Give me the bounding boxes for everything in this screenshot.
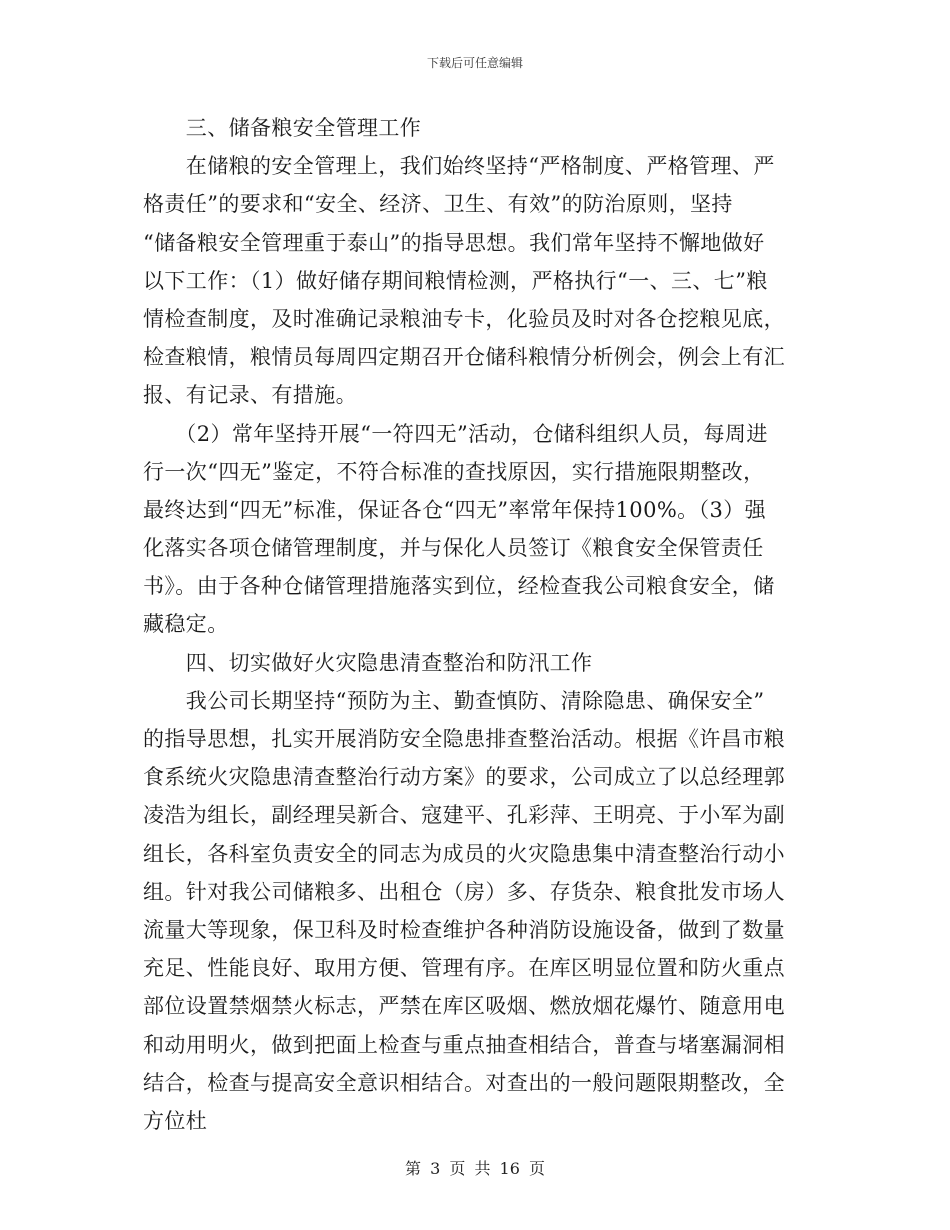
- text-line: 方位杜: [143, 1108, 208, 1133]
- text-line: 行一次“四无”鉴定，不符合标准的查找原因，实行措施限期整改，: [143, 459, 765, 484]
- text-line: 充足、性能良好、取用方便、管理有序。在库区明显位置和防火重点: [143, 956, 785, 981]
- text-line: 组长，各科室负责安全的同志为成员的火灾隐患集中清查整治行动小: [143, 841, 785, 866]
- text-line: 三、储备粮安全管理工作: [143, 116, 422, 140]
- text-line: 和动用明火，做到把面上检查与重点抽查相结合，普查与堵塞漏洞相: [143, 1032, 785, 1057]
- text-line: 书》。由于各种仓储管理措施落实到位，经检查我公司粮食安全，储: [143, 574, 775, 599]
- text-line: 四、切实做好火灾隐患清查整治和防汛工作: [143, 650, 593, 675]
- text-line: “储备粮安全管理重于泰山”的指导思想。我们常年坚持不懈地做好: [143, 230, 765, 255]
- text-line: 我公司长期坚持“预防为主、勤查慎防、清除隐患、确保安全”: [143, 688, 765, 713]
- text-line: 格责任”的要求和“安全、经济、卫生、有效”的防治原则，坚持: [143, 192, 733, 217]
- text-line: 组。针对我公司储粮多、出租仓（房）多、存货杂、粮食批发市场人: [143, 879, 785, 904]
- text-line: 在储粮的安全管理上，我们始终坚持“严格制度、严格管理、严: [143, 154, 775, 179]
- text-line: 情检查制度，及时准确记录粮油专卡，化验员及时对各仓挖粮见底，: [143, 306, 785, 331]
- text-line: 化落实各项仓储管理制度，并与保化人员签订《粮食安全保管责任: [143, 536, 764, 561]
- text-line: 检查粮情，粮情员每周四定期召开仓储科粮情分析例会，例会上有汇: [143, 345, 785, 370]
- text-line: 凌浩为组长，副经理吴新合、寇建平、孔彩萍、王明亮、于小军为副: [143, 803, 785, 828]
- text-line: （2）常年坚持开展“一符四无”活动，仓储科组织人员，每周进: [143, 421, 768, 446]
- text-line: 食系统火灾隐患清查整治行动方案》的要求，公司成立了以总经理郭: [143, 765, 785, 790]
- text-line: 的指导思想，扎实开展消防安全隐患排查整治活动。根据《许昌市粮: [143, 727, 785, 751]
- text-line: 结合，检查与提高安全意识相结合。对查出的一般问题限期整改，全: [143, 1070, 785, 1095]
- text-line: 报、有记录、有措施。: [143, 383, 357, 408]
- page-footer: 第 3 页 共 16 页: [405, 1159, 545, 1178]
- text-line: 藏稳定。: [143, 612, 229, 637]
- text-line: 最终达到“四无”标准，保证各仓“四无”率常年保持100%。（3）强: [143, 497, 767, 522]
- page-header: 下载后可任意编辑: [426, 56, 523, 70]
- text-line: 以下工作：（1）做好储存期间粮情检测，严格执行“一、三、七”粮: [143, 268, 768, 293]
- text-line: 流量大等现象，保卫科及时检查维护各种消防设施设备，做到了数量: [143, 917, 785, 942]
- document-body: [143, 109, 809, 1140]
- text-line: 部位设置禁烟禁火标志，严禁在库区吸烟、燃放烟花爆竹、随意用电: [143, 994, 785, 1019]
